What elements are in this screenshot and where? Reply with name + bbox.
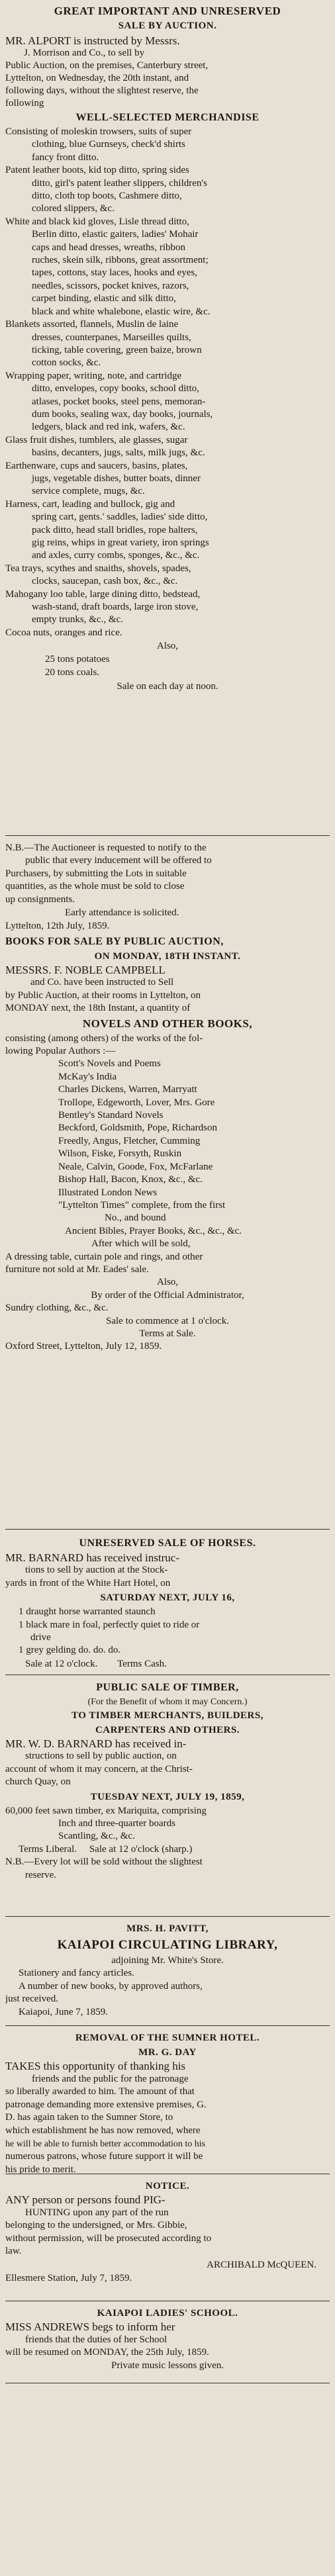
timber-sale-advertisement [0, 1680, 335, 1882]
ad-body [5, 2193, 330, 2258]
list-line: White and black kid gloves, Lisle thread ditto, [5, 216, 189, 227]
goods-list [5, 126, 330, 639]
horse-item: drive [30, 1632, 51, 1643]
list-line: Berlin ditto, elastic gaiters, ladies' Mohair [32, 229, 199, 240]
dateline: Kaiapoi, June 7, 1859. [19, 2006, 108, 2017]
sundry-line: Sundry clothing, &c., &c. [5, 1303, 109, 1314]
intro-line: MR. W. D. BARNARD has received in- [5, 1737, 187, 1750]
body-line: friends and the public for the patronage [32, 2073, 189, 2084]
list-line: Blankets assorted, flannels, Muslin de laine [5, 319, 179, 330]
list-line: Mahogany loo table, large dining ditto, bedstead, [5, 588, 201, 600]
list-line: jugs, vegetable dishes, butter boats, dinner [32, 473, 201, 484]
hotel-removal-advertisement [0, 2031, 335, 2176]
sale-footer: Sale at 12 o'clock. Terms Cash. [25, 1658, 167, 1669]
dateline: Oxford Street, Lyttelton, July 12, 1859. [5, 1341, 162, 1352]
auction-advertisement [0, 4, 335, 694]
dateline: Ellesmere Station, July 7, 1859. [5, 2272, 132, 2283]
list-line: ditto, envelopes, copy books, school ditto, [32, 383, 199, 394]
ad-intro [5, 1551, 330, 1590]
notice-advertisement [0, 2179, 335, 2285]
list-line: cotton socks, &c. [32, 357, 101, 369]
nb-line: public that every inducement will be offered to [25, 855, 212, 866]
nb-text [5, 842, 330, 906]
ad-heading: PUBLIC SALE OF TIMBER, [96, 1682, 239, 1693]
nb-line: Purchasers, by submitting the Lots in suitable [5, 868, 187, 879]
body-line: Private music lessons given. [111, 2360, 224, 2371]
body-line: TAKES this opportunity of thanking his [5, 2060, 186, 2072]
timber-item: Scantling, &c., &c. [58, 1831, 135, 1842]
list-line: ticking, table covering, green baize, brown [32, 344, 202, 355]
intro-line: Public Auction, on the premises, Canterbury street, [5, 60, 209, 71]
intro-line: MR. ALPORT is instructed by Messrs. [5, 34, 180, 47]
body-line: without permission, will be prosecuted according to [5, 2232, 212, 2244]
library-line: A number of new books, by approved authors, [19, 1980, 203, 1992]
goods-heading: WELL-SELECTED MERCHANDISE [75, 112, 260, 123]
signature: ARCHIBALD McQUEEN. [207, 2259, 316, 2270]
body-line: which establishment he has now removed, where [5, 2125, 201, 2136]
list-line: Scott's Novels and Poems [58, 1058, 161, 1070]
body-line: will be resumed on MONDAY, the 25th July, 1859. [5, 2347, 209, 2358]
list-line: atlases, pocket books, steel pens, memoran- [32, 396, 206, 407]
timber-item: 60,000 feet sawn timber, ex Mariquita, comprising [5, 1805, 207, 1816]
list-line: black and white whalebone, elastic wire, &c. [32, 306, 211, 317]
list-line: wash-stand, draft boards, large iron stove, [32, 602, 199, 613]
auctioneer-notice [0, 842, 335, 933]
intro-line: MONDAY next, the 18th Instant, a quantity of [5, 1003, 191, 1014]
timber-list [5, 1805, 330, 1843]
ad-note: (For the Benefit of whom it may Concern.) [87, 1697, 248, 1707]
ad-heading: UNRESERVED SALE OF HORSES. [79, 1538, 256, 1549]
list-line: After which will be sold, [91, 1238, 191, 1250]
books-auction-advertisement [0, 935, 335, 1354]
misc-line: A dressing table, curtain pole and rings, and other [5, 1251, 203, 1262]
body-line: so liberally awarded to him. The amount of that [5, 2086, 195, 2097]
list-line: carpet binding, elastic and silk ditto, [32, 293, 176, 304]
intro-line: Lyttelton, on Wednesday, the 20th instant, and [5, 73, 189, 83]
list-line: Bishop Hall, Bacon, Knox, &c., &c. [58, 1174, 203, 1185]
sale-terms: Terms Liberal. Sale at 12 o'clock (sharp.) [19, 1843, 193, 1855]
list-line: caps and head dresses, wreaths, ribbon [32, 242, 186, 253]
intro-line: MR. BARNARD has received instruc- [5, 1551, 179, 1564]
library-line: just received. [5, 1994, 58, 2005]
list-line: needles, scissors, pocket knives, razors, [32, 280, 189, 291]
list-line: Tea trays, scythes and snaiths, shovels, spades, [5, 563, 191, 574]
proprietor-name: MRS. H. PAVITT, [126, 1923, 209, 1934]
ad-body [5, 2060, 330, 2176]
list-line: dresses, counterpanes, Marseilles quilts, [32, 332, 191, 343]
list-line: No., and bound [105, 1213, 166, 1224]
dateline: Lyttelton, 12th July, 1859. [5, 921, 110, 932]
list-line: Earthenware, cups and saucers, basins, plates, [5, 460, 188, 471]
divider [5, 1916, 330, 1917]
list-line: dum books, sealing wax, day books, journals, [32, 408, 213, 420]
intro-line: yards in front of the White Hart Hotel, on [5, 1577, 171, 1588]
list-line: Ancient Bibles, Prayer Books, &c., &c., &c. [65, 1225, 242, 1236]
ad-intro [5, 34, 330, 110]
list-line: ledgers, black and red ink, wafers, &c. [32, 422, 185, 433]
body-line: D. has again taken to the Sumner Store, to [5, 2112, 173, 2123]
proprietor-name: MR. G. DAY [138, 2047, 197, 2058]
ad-heading: BOOKS FOR SALE BY PUBLIC AUCTION, [5, 936, 224, 947]
intro-line: following [5, 98, 44, 109]
authors-list [5, 1058, 330, 1250]
ad-heading: NOTICE. [145, 2181, 190, 2191]
sale-terms: Terms at Sale. [139, 1328, 196, 1339]
audience-line: TO TIMBER MERCHANTS, BUILDERS, [72, 1710, 263, 1721]
horse-item: 1 draught horse warranted staunch [19, 1606, 156, 1618]
body-line: his pride to merit. [5, 2164, 76, 2175]
nb-line: N.B.—The Auctioneer is requested to notify to the [5, 843, 207, 853]
list-line: tapes, cottons, stay laces, hooks and eyes, [32, 267, 197, 279]
library-location: adjoining Mr. White's Store. [111, 1955, 224, 1966]
list-line: McKay's India [58, 1071, 117, 1082]
body-line: MISS ANDREWS begs to inform her [5, 2321, 175, 2333]
sale-note: Sale on each day at noon. [117, 681, 218, 692]
list-line: Bentley's Standard Novels [58, 1110, 164, 1121]
ad-intro [5, 964, 330, 1015]
nb-line: N.B.—Every lot will be sold without the slightest [5, 1857, 203, 1868]
school-advertisement [0, 2306, 335, 2372]
books-lead: consisting (among others) of the works of the fol- [5, 1033, 203, 1044]
list-line: service complete, mugs, &c. [32, 486, 145, 497]
audience-line: CARPENTERS AND OTHERS. [95, 1725, 240, 1735]
divider [5, 2025, 330, 2026]
list-line: Trollope, Edgeworth, Lover, Mrs. Gore [58, 1097, 215, 1108]
extra-item: 20 tons coals. [45, 667, 100, 678]
books-lead: lowing Popular Authors :— [5, 1046, 116, 1057]
misc-line: furniture not sold at Mr. Eades' sale. [5, 1264, 149, 1275]
horse-item: 1 grey gelding do. do. do. [19, 1645, 121, 1656]
intro-line: church Quay, on [5, 1776, 71, 1788]
timber-item: Inch and three-quarter boards [58, 1818, 175, 1829]
intro-line: J. Morrison and Co., to sell by [24, 48, 145, 58]
library-advertisement [0, 1921, 335, 2019]
ad-subheading: ON MONDAY, 18TH INSTANT. [94, 951, 241, 962]
list-line: colored slippers, &c. [32, 203, 115, 214]
body-line: friends that the duties of her School [25, 2334, 168, 2345]
intro-line: tions to sell by auction at the Stock- [25, 1565, 168, 1576]
list-line: Illustrated London News [58, 1187, 158, 1198]
sale-time: Sale to commence at 1 o'clock. [106, 1315, 229, 1326]
list-line: Charles Dickens, Warren, Marryatt [58, 1084, 197, 1095]
list-line: Harness, cart, leading and bullock, gig and [5, 498, 175, 510]
horses-list [5, 1606, 330, 1657]
horses-sale-advertisement [0, 1536, 335, 1671]
list-line: ruches, skein silk, ribbons, great assortment; [32, 255, 209, 266]
horse-item: 1 black mare in foal, perfectly quiet to ride or [19, 1619, 200, 1630]
ad-intro [5, 1737, 330, 1789]
body-line: ANY person or persons found PIG- [5, 2193, 166, 2206]
list-line: spring cart, gents.' saddles, ladies' side ditto, [32, 512, 208, 523]
ad-body [5, 2321, 330, 2372]
also-label: Also, [156, 641, 179, 652]
ad-heading: GREAT IMPORTANT AND UNRESERVED [54, 5, 281, 17]
divider [5, 1529, 330, 1530]
list-line: ditto, girl's patent leather slippers, children's [32, 177, 207, 189]
body-line: HUNTING upon any part of the run [25, 2207, 169, 2218]
intro-line: account of whom it may concern, at the Christ- [5, 1763, 193, 1774]
ad-heading: KAIAPOI LADIES' SCHOOL. [97, 2308, 238, 2319]
list-line: clothing, blue Gurnseys, check'd shirts [32, 139, 185, 150]
list-line: Freedly, Angus, Fletcher, Cumming [58, 1135, 201, 1146]
ad-subheading: SALE BY AUCTION. [118, 21, 217, 31]
nb-line: up consignments. [5, 894, 75, 905]
list-line: Wrapping paper, writing, note, and cartridge [5, 370, 182, 381]
list-line: clocks, saucepan, cash box, &c., &c. [32, 576, 178, 587]
list-line: Patent leather boots, kid top ditto, spring sides [5, 165, 189, 176]
books-title: NOVELS AND OTHER BOOKS, [82, 1017, 253, 1030]
list-line: Beckford, Goldsmith, Pope, Richardson [58, 1123, 217, 1134]
order-line: By order of the Official Administrator, [91, 1289, 244, 1301]
divider [5, 835, 330, 836]
list-line: Wilson, Fiske, Forsyth, Ruskin [58, 1148, 182, 1160]
intro-line: following days, without the slightest reserve, the [5, 85, 199, 96]
intro-line: and Co. have been instructed to Sell [30, 977, 174, 988]
extra-item: 25 tons potatoes [45, 654, 110, 665]
also-label: Also, [156, 1277, 179, 1288]
list-line: and axles, curry combs, sponges, &c., &c. [32, 550, 200, 561]
list-line: gig reins, whips in great variety, iron springs [32, 537, 209, 548]
list-line: Consisting of moleskin trowsers, suits of super [5, 126, 192, 137]
library-title: KAIAPOI CIRCULATING LIBRARY, [57, 1938, 278, 1952]
list-line: "Lyttelton Times" complete, from the first [58, 1199, 226, 1211]
nb-line: reserve. [25, 1869, 57, 1880]
list-line: Cocoa nuts, oranges and rice. [5, 627, 122, 638]
list-line: fancy front ditto. [32, 152, 99, 163]
list-line: empty trunks, &c., &c. [32, 614, 123, 625]
list-line: Glass fruit dishes, tumblers, ale glasses, sugar [5, 434, 188, 445]
ad-heading: REMOVAL OF THE SUMNER HOTEL. [75, 2033, 260, 2043]
list-line: ditto, cloth top boots, Cashmere ditto, [32, 191, 182, 202]
intro-line: MESSRS. F. NOBLE CAMPBELL [5, 964, 166, 976]
body-line: law. [5, 2246, 22, 2257]
sale-date: TUESDAY NEXT, JULY 19, 1859, [90, 1791, 245, 1802]
list-line: pack ditto, head stall bridles, rope halters, [32, 524, 198, 535]
list-line: Neale, Calvin, Goode, Fox, McFarlane [58, 1161, 213, 1172]
nb-line: quantities, as the whole must be sold to close [5, 881, 185, 892]
list-line: basins, decanters, jugs, salts, milk jugs, &c. [32, 447, 205, 459]
body-line: numerous patrons, whose future support it will be [5, 2151, 203, 2162]
body-line: belonging to the undersigned, or Mrs. Gibbie, [5, 2220, 187, 2231]
intro-line: structions to sell by public auction, on [25, 1751, 177, 1762]
body-line: he will be able to furnish better accommodation to his [5, 2139, 206, 2149]
intro-line: by Public Auction, at their rooms in Lyttelton, on [5, 989, 201, 1001]
body-line: patronage demanding more extensive premises, G. [5, 2099, 207, 2110]
attendance-note: Early attendance is solicited. [65, 907, 179, 919]
library-line: Stationery and fancy articles. [19, 1968, 134, 1979]
sale-date: SATURDAY NEXT, JULY 16, [100, 1592, 235, 1604]
